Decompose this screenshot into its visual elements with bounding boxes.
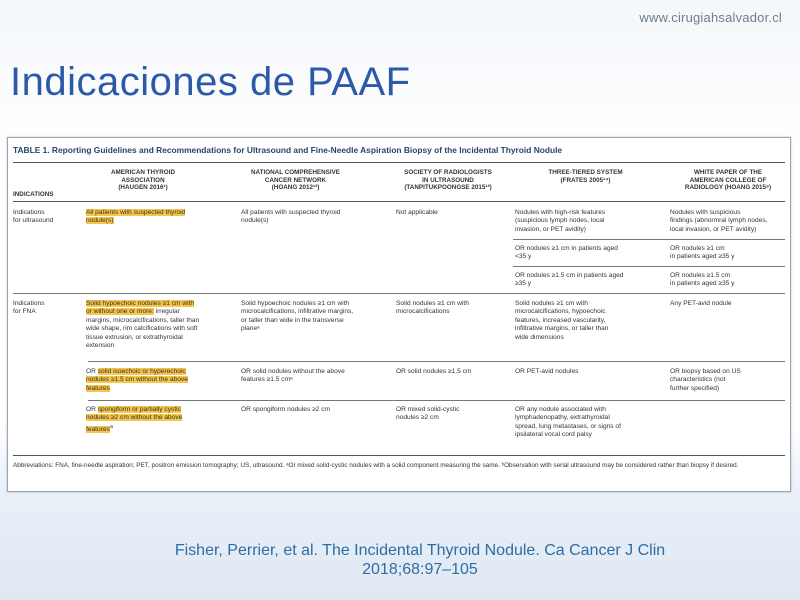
frates-fna-cell-2: OR PET-avid nodules bbox=[515, 368, 579, 375]
header-acr: WHITE PAPER OF THE AMERICAN COLLEGE OF RADIOLOGY (HOANG 2015⁹) bbox=[684, 169, 772, 192]
highlighted-text: spongiform or partially cystic nodules ≥2 cm without the above features bbox=[86, 406, 183, 433]
highlighted-text: All patients with suspected thyroid nodule(s) bbox=[86, 209, 186, 225]
acr-us-cell-2: OR nodules ≥1 cm in patients aged ≥35 y bbox=[670, 245, 735, 261]
slide-title: Indicaciones de PAAF bbox=[10, 60, 411, 104]
website-watermark: www.cirugiahsalvador.cl bbox=[639, 10, 782, 25]
row-rule bbox=[13, 293, 785, 294]
subrow-rule bbox=[88, 361, 785, 362]
caption-rule bbox=[13, 162, 785, 163]
row-label-ultrasound: Indications for ultrasound bbox=[13, 209, 54, 225]
sru-fna-cell-2: OR solid nodules ≥1.5 cm bbox=[396, 368, 472, 375]
nccn-us-cell: All patients with suspected thyroid nodule(s) bbox=[241, 209, 341, 225]
table-footnote: Abbreviations: FNA, fine-needle aspiration; PET, positron emission tomography; US, ultrasound. ᵃOr mixed solid-cystic nodules with a solid component measuring the same. ᵇObservation with serial ultrasound may be considered rather than biopsy if desired. bbox=[13, 462, 739, 469]
footnote-marker: a bbox=[109, 423, 113, 430]
sru-fna-cell-1: Solid nodules ≥1 cm with microcalcifications bbox=[396, 300, 469, 316]
header-sru: SOCIETY OF RADIOLOGISTS IN ULTRASOUND (TANPITUKPOONGSE 2015¹³) bbox=[404, 169, 492, 192]
subrow-rule bbox=[513, 239, 785, 240]
cell-text: OR bbox=[86, 368, 98, 375]
row-label-fna: Indications for FNA bbox=[13, 300, 45, 316]
frates-fna-cell-3: OR any nodule associated with lymphadenopathy, extrathyroidal spread, lung metastases, or signs of ipsilateral vocal cord palsy bbox=[515, 406, 621, 439]
cell-text: OR bbox=[86, 406, 98, 413]
ata-fna-cell-1 bbox=[86, 300, 199, 350]
guidelines-table bbox=[7, 137, 791, 492]
citation-line-1: Fisher, Perrier, et al. The Incidental Thyroid Nodule. Ca Cancer J Clin bbox=[174, 542, 666, 559]
table-bottom-rule bbox=[13, 455, 785, 456]
citation-line-2: 2018;68:97–105 bbox=[362, 561, 478, 578]
ata-fna-cell-2 bbox=[86, 368, 188, 393]
ata-us-cell bbox=[86, 209, 185, 226]
nccn-fna-cell-1: Solid hypoechoic nodules ≥1 cm with microcalcifications, infiltrative margins, or taller than wide in the transverse planeᵃ bbox=[241, 300, 354, 333]
acr-fna-cell-1: Any PET-avid nodule bbox=[670, 300, 732, 307]
header-nccn: NATIONAL COMPREHENSIVE CANCER NETWORK (HOANG 2012¹³) bbox=[251, 169, 340, 192]
sru-us-cell: Not applicable bbox=[396, 209, 438, 216]
ata-fna-cell-3 bbox=[86, 406, 182, 434]
acr-fna-cell-2: OR biopsy based on US characteristics (not further specified) bbox=[670, 368, 741, 392]
subrow-rule bbox=[513, 266, 785, 267]
table-caption: TABLE 1. Reporting Guidelines and Recommendations for Ultrasound and Fine-Needle Aspiration Biopsy of the Incidental Thyroid Nodule bbox=[13, 145, 563, 155]
highlighted-text: Solid hypoechoic nodules ≥1 cm with or without one or more: bbox=[86, 300, 195, 316]
frates-us-cell-1: Nodules with high-risk features (suspicious lymph nodes, local invasion, or PET avidity) bbox=[515, 209, 606, 233]
header-indications: INDICATIONS bbox=[13, 191, 54, 198]
acr-us-cell-3: OR nodules ≥1.5 cm in patients aged ≥35 y bbox=[670, 272, 735, 288]
subrow-rule bbox=[88, 400, 785, 401]
header-rule bbox=[13, 201, 785, 202]
frates-us-cell-3: OR nodules ≥1.5 cm in patients aged ≥35 y bbox=[515, 272, 624, 288]
highlighted-text: solid isoechoic or hyperechoic nodules ≥1.5 cm without the above features bbox=[86, 368, 188, 392]
nccn-fna-cell-3: OR spongiform nodules ≥2 cm bbox=[241, 406, 331, 413]
frates-fna-cell-1: Solid nodules ≥1 cm with microcalcifications, hypoechoic features, increased vascularity, infiltrative margins, or taller than wide dimensions bbox=[515, 300, 609, 341]
acr-us-cell-1: Nodules with suspicious findings (abnormral lymph nodes, local invasion, or PET avidity) bbox=[670, 209, 768, 233]
header-ata: AMERICAN THYROID ASSOCIATION (HAUGEN 2016¹) bbox=[110, 169, 176, 192]
cell-text: irregular margins, microcalcifications, taller than wide shape, rim calcifications with soft tissue extrusion, or extrathyroidal extension bbox=[86, 308, 200, 350]
nccn-fna-cell-2: OR solid nodules without the above features ≥1.5 cmᵃ bbox=[241, 368, 345, 384]
header-frates: THREE-TIERED SYSTEM (FRATES 2005¹⁴) bbox=[548, 169, 623, 184]
sru-fna-cell-3: OR mixed solid-cystic nodules ≥2 cm bbox=[396, 406, 460, 422]
citation bbox=[50, 541, 790, 579]
frates-us-cell-2: OR nodules ≥1 cm in patients aged <35 y bbox=[515, 245, 618, 261]
